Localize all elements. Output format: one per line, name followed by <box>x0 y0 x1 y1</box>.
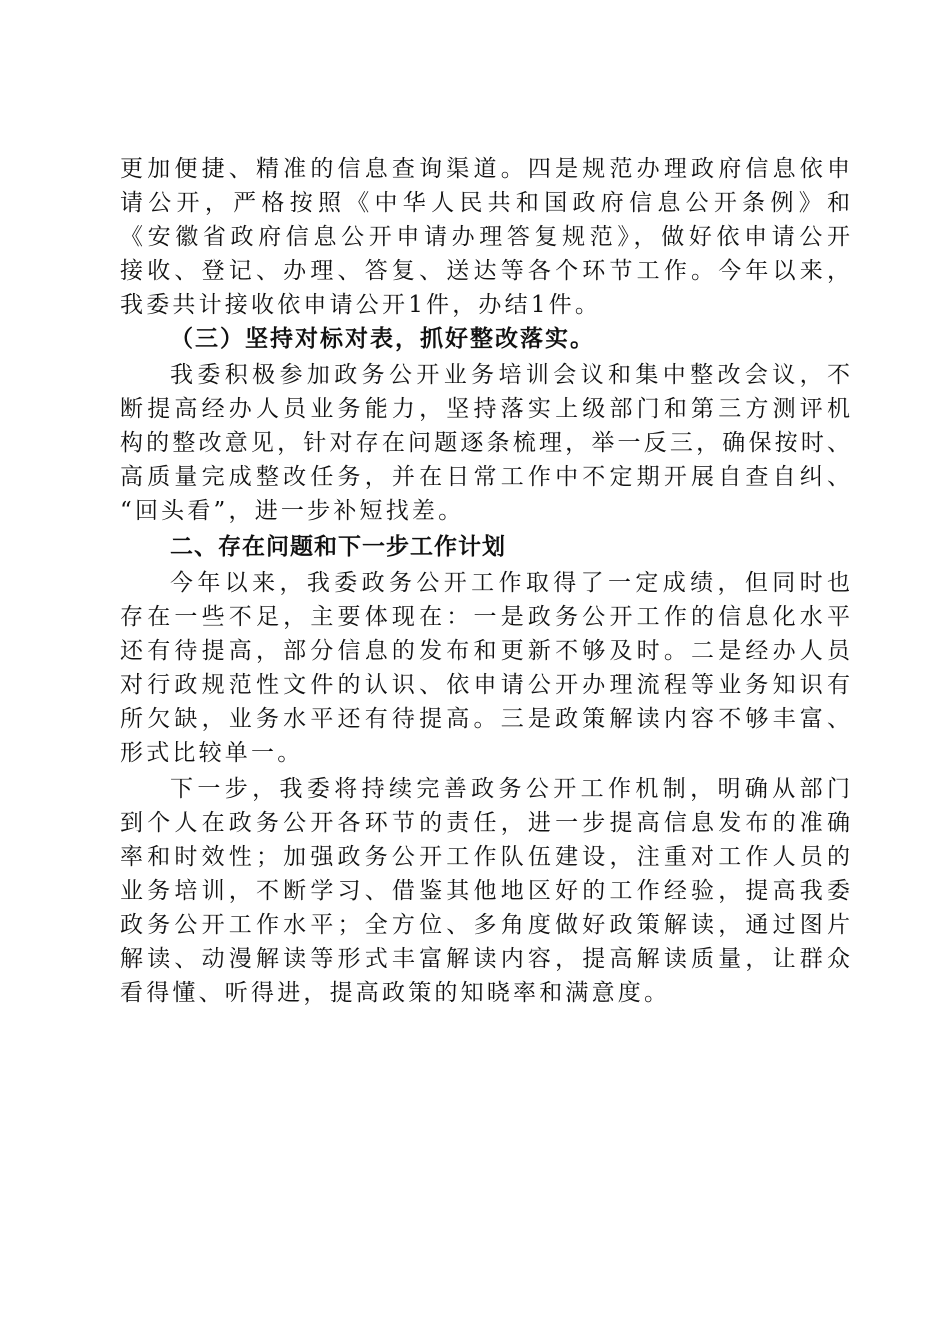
paragraph-line: 看得懂、听得进，提高政策的知晓率和满意度。 <box>120 980 671 1006</box>
paragraph-line: 《安徽省政府信息公开申请办理答复规范》，做好依申请公开 <box>120 224 850 250</box>
paragraph-line: 接收、登记、办理、答复、送达等各个环节工作。今年以来， <box>120 258 850 284</box>
paragraph-line: 形式比较单一。 <box>120 740 304 766</box>
section-heading: 二、存在问题和下一步工作计划 <box>170 534 506 560</box>
paragraph-line: 构的整改意见，针对存在问题逐条梳理，举一反三，确保按时、 <box>120 430 850 456</box>
paragraph-line: 业务培训，不断学习、借鉴其他地区好的工作经验，提高我委 <box>120 878 850 904</box>
paragraph-line: 还有待提高，部分信息的发布和更新不够及时。二是经办人员 <box>120 638 850 664</box>
paragraph-line: 所欠缺，业务水平还有待提高。三是政策解读内容不够丰富、 <box>120 706 850 732</box>
paragraph-line: 今年以来，我委政务公开工作取得了一定成绩，但同时也 <box>170 570 850 596</box>
paragraph-line: 高质量完成整改任务，并在日常工作中不定期开展自查自纠、 <box>120 464 850 490</box>
paragraph-line: 解读、动漫解读等形式丰富解读内容，提高解读质量，让群众 <box>120 946 850 972</box>
paragraph-line: 存在一些不足，主要体现在：一是政务公开工作的信息化水平 <box>120 604 850 630</box>
paragraph-line: “回头看”，进一步补短找差。 <box>120 498 465 524</box>
paragraph-line: 到个人在政务公开各环节的责任，进一步提高信息发布的准确 <box>120 810 850 836</box>
paragraph-line: 我委共计接收依申请公开1件，办结1件。 <box>120 292 602 318</box>
paragraph-line: 下一步，我委将持续完善政务公开工作机制，明确从部门 <box>170 776 850 802</box>
subsection-heading: （三）坚持对标对表，抓好整改落实。 <box>170 325 595 352</box>
paragraph-line: 率和时效性；加强政务公开工作队伍建设，注重对工作人员的 <box>120 844 850 870</box>
paragraph-line: 我委积极参加政务公开业务培训会议和集中整改会议，不 <box>170 362 850 388</box>
paragraph-line: 对行政规范性文件的认识、依申请公开办理流程等业务知识有 <box>120 672 850 698</box>
paragraph-line: 更加便捷、精准的信息查询渠道。四是规范办理政府信息依申 <box>120 156 850 182</box>
paragraph-line: 断提高经办人员业务能力，坚持落实上级部门和第三方测评机 <box>120 396 850 422</box>
paragraph-line: 请公开，严格按照《中华人民共和国政府信息公开条例》和 <box>120 190 850 216</box>
paragraph-line: 政务公开工作水平；全方位、多角度做好政策解读，通过图片 <box>120 912 850 938</box>
